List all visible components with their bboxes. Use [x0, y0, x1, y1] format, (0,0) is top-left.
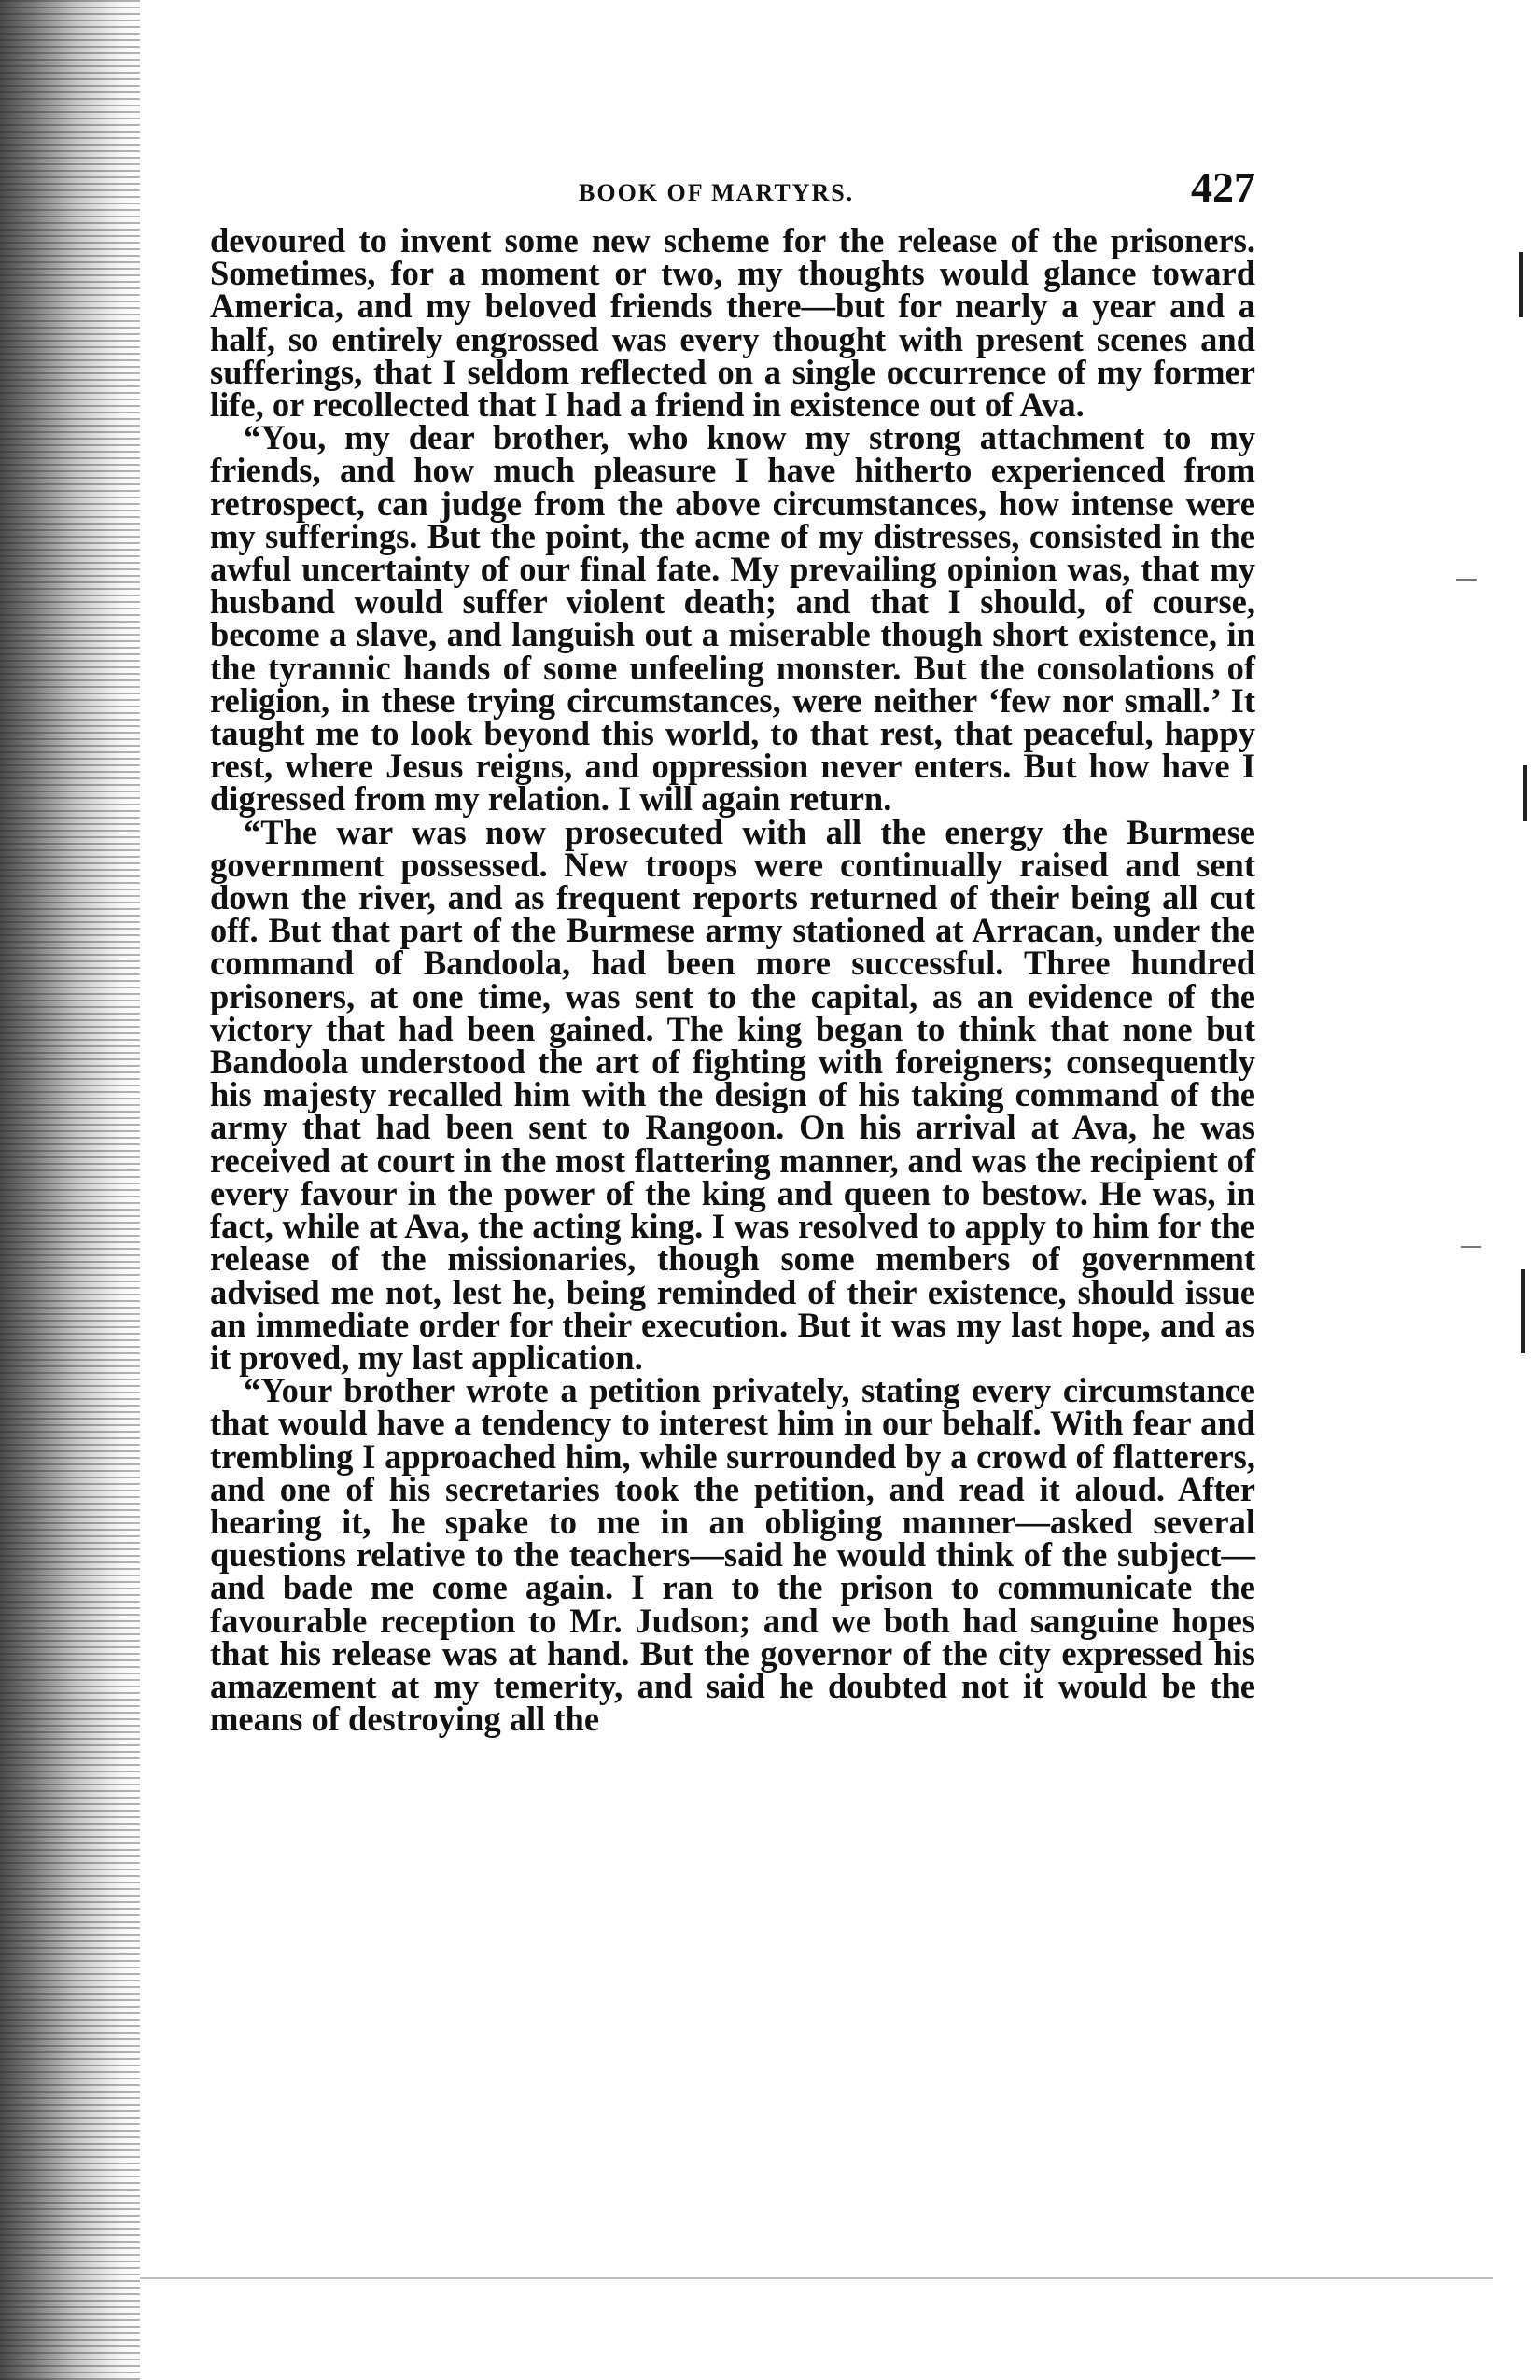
margin-mark [1521, 1269, 1525, 1353]
paragraph: “The war was now prosecuted with all the energy the Burmese government possessed. New troops were continually raised and sent down the river, and as frequent reports returned of their being all cut off. But that part of the Burmese army stationed at Arracan, under the command of Bandoola, had been more successful. Three hundred prisoners, at one time, was sent to the capital, as an evidence of the victory that had been gained. The king began to think that none but Bandoola understood the art of fighting with foreigners; consequently his majesty recalled him with the design of his taking command of the army that had been sent to Rangoon. On his arrival at Ava, he was received at court in the most flattering manner, and was the recipient of every favour in the power of the king and queen to bestow. He was, in fact, while at Ava, the acting king. I was resolved to apply to him for the release of the missionaries, though some members of government advised me not, lest he, being reminded of their existence, should issue an immediate order for their execution. But it was my last hope, and as it proved, my last application. [210, 812, 1255, 1377]
page-header [210, 159, 1255, 224]
margin-mark [1456, 579, 1477, 581]
page-scratch [140, 2277, 1493, 2279]
scanned-page-edge [0, 0, 140, 2380]
body-text [210, 221, 1255, 1739]
margin-mark [1519, 252, 1523, 317]
page-number: 427 [1191, 163, 1255, 211]
book-page [210, 159, 1255, 1739]
margin-mark [1523, 765, 1527, 821]
paragraph: devoured to invent some new scheme for the release of the prisoners. Sometimes, for a moment or two, my thoughts would glance toward America, and my beloved friends there—but for nearly a year and a half, so entirely engrossed was every thought with present scenes and sufferings, that I seldom reflected on a single occurrence of my former life, or recollected that I had a friend in existence out of Ava. [210, 221, 1255, 425]
running-head: BOOK OF MARTYRS. [579, 179, 855, 206]
paragraph: “Your brother wrote a petition privately, stating every circumstance that would have a tendency to interest him in our behalf. With fear and trembling I approached him, while surrounded by a crowd of flatterers, and one of his secretaries took the petition, and read it aloud. After hearing it, he spake to me in an obliging manner—asked several questions relative to the teachers—said he would think of the subject—and bade me come again. I ran to the prison to communicate the favourable reception to Mr. Judson; and we both had sanguine hopes that his release was at hand. But the governor of the city expressed his amazement at my temerity, and said he doubted not it would be the means of destroying all the [210, 1371, 1255, 1739]
margin-mark [1461, 1246, 1481, 1248]
paragraph: “You, my dear brother, who know my strong attachment to my friends, and how much pleasure I have hitherto experienced from retrospect, can judge from the above circumstances, how intense were my sufferings. But the point, the acme of my distresses, consisted in the awful uncertainty of our final fate. My prevailing opinion was, that my husband would suffer violent death; and that I should, of course, become a slave, and languish out a miserable though short existence, in the tyrannic hands of some unfeeling monster. But the consolations of religion, in these trying circumstances, were neither ‘few nor small.’ It taught me to look beyond this world, to that rest, that peaceful, happy rest, where Jesus reigns, and oppression never enters. But how have I digressed from my relation. I will again return. [210, 418, 1255, 819]
